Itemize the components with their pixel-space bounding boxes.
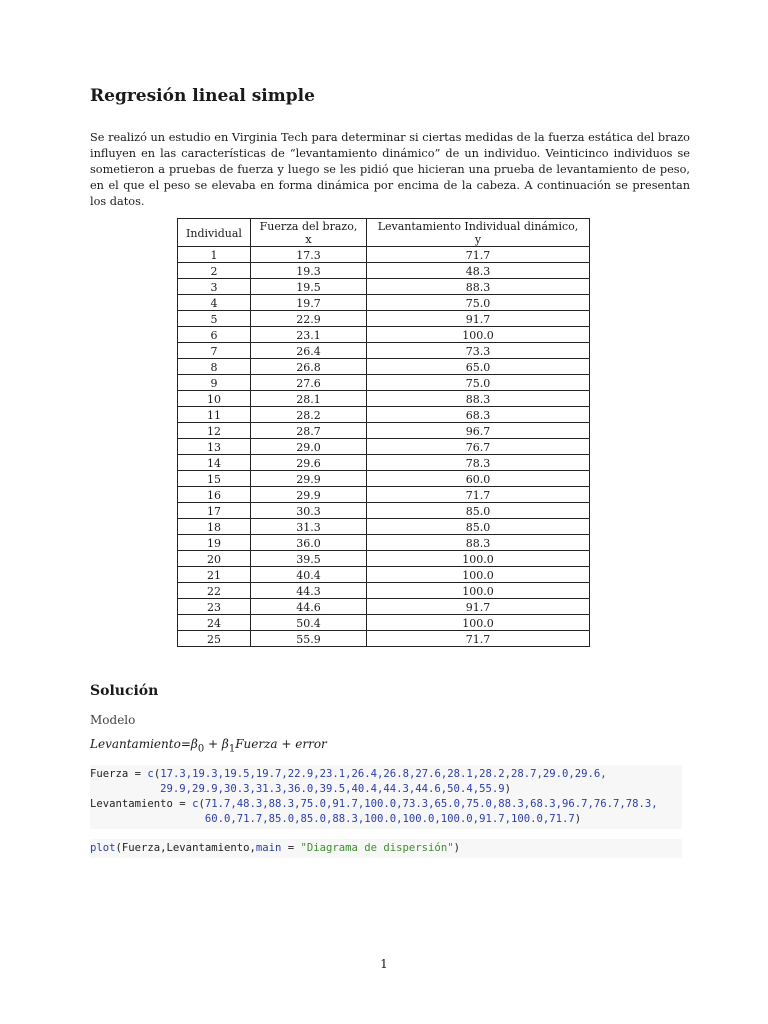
table-row <box>178 487 590 503</box>
cell-levantamiento: 76.7 <box>367 439 590 455</box>
document-page <box>90 86 690 868</box>
cell-individual: 22 <box>178 583 251 599</box>
code-fuerza-line1: 17.3,19.3,19.5,19.7,22.9,23.1,26.4,26.8,27.6,28.1,28.2,28.7,29.0,29.6, <box>160 767 607 780</box>
cell-individual: 15 <box>178 471 251 487</box>
cell-levantamiento: 91.7 <box>367 311 590 327</box>
cell-levantamiento: 88.3 <box>367 391 590 407</box>
model-label: Modelo <box>90 713 136 728</box>
cell-individual: 5 <box>178 311 251 327</box>
cell-fuerza: 26.8 <box>251 359 367 375</box>
cell-fuerza: 39.5 <box>251 551 367 567</box>
cell-individual: 8 <box>178 359 251 375</box>
table-row <box>178 375 590 391</box>
formula-error: error <box>295 737 327 752</box>
cell-levantamiento: 100.0 <box>367 327 590 343</box>
formula-beta1-sub: 1 <box>228 743 236 755</box>
cell-fuerza: 28.1 <box>251 391 367 407</box>
formula-x: Fuerza <box>235 737 278 752</box>
table-row <box>178 295 590 311</box>
cell-levantamiento: 75.0 <box>367 295 590 311</box>
table-row <box>178 359 590 375</box>
formula-beta0-sub: 0 <box>197 743 205 755</box>
cell-levantamiento: 68.3 <box>367 407 590 423</box>
cell-individual: 20 <box>178 551 251 567</box>
page-number: 1 <box>380 957 388 971</box>
cell-levantamiento: 60.0 <box>367 471 590 487</box>
cell-individual: 17 <box>178 503 251 519</box>
code-fuerza-op: = <box>128 767 148 780</box>
code-lev-line1: 71.7,48.3,88.3,75.0,91.7,100.0,73.3,65.0,75.0,88.3,68.3,96.7,76.7,78.3, <box>204 797 658 810</box>
cell-levantamiento: 88.3 <box>367 535 590 551</box>
cell-fuerza: 31.3 <box>251 519 367 535</box>
cell-levantamiento: 73.3 <box>367 343 590 359</box>
code-plot-string: "Diagrama de dispersión" <box>300 841 454 854</box>
cell-fuerza: 28.7 <box>251 423 367 439</box>
cell-individual: 24 <box>178 615 251 631</box>
cell-levantamiento: 100.0 <box>367 567 590 583</box>
code-plot-argname: main <box>255 841 282 854</box>
cell-individual: 25 <box>178 631 251 647</box>
code-block-data: Fuerza = c(17.3,19.3,19.5,19.7,22.9,23.1,26.4,26.8,27.6,28.1,28.2,28.7,29.0,29.6, 29.9,29.9,30.3,31.3,36.0,39.5,40.4,44.3,44.6,50.4,55.9) Levantamiento = c(71.7,48.3,88.3,75.0,91.7,100.0,73.3,65.0,75.0,88.3,68.3,96.7,76.7,78.3, 60.0,71.7,85.0,85.0,88.3,100.0,100.0,100.0,91.7,100.0,71.7) <box>90 765 682 829</box>
code-plot-args: Fuerza,Levantamiento, <box>121 841 256 854</box>
code-lev-op: = <box>172 797 193 810</box>
cell-fuerza: 29.9 <box>251 471 367 487</box>
table-row <box>178 615 590 631</box>
cell-individual: 9 <box>178 375 251 391</box>
section-title: Regresión lineal simple <box>90 86 315 106</box>
cell-fuerza: 19.5 <box>251 279 367 295</box>
table-row <box>178 599 590 615</box>
cell-individual: 11 <box>178 407 251 423</box>
table-row <box>178 535 590 551</box>
table-row <box>178 631 590 647</box>
cell-fuerza: 27.6 <box>251 375 367 391</box>
cell-fuerza: 29.0 <box>251 439 367 455</box>
cell-individual: 21 <box>178 567 251 583</box>
cell-levantamiento: 71.7 <box>367 631 590 647</box>
cell-levantamiento: 78.3 <box>367 455 590 471</box>
cell-fuerza: 50.4 <box>251 615 367 631</box>
table-row <box>178 391 590 407</box>
table-row <box>178 471 590 487</box>
table-row <box>178 439 590 455</box>
code-lev-var: Levantamiento <box>90 797 173 810</box>
table-body <box>178 247 590 647</box>
header-individual: Individual <box>178 219 251 247</box>
cell-levantamiento: 71.7 <box>367 247 590 263</box>
table-row <box>178 279 590 295</box>
cell-individual: 1 <box>178 247 251 263</box>
table-row <box>178 343 590 359</box>
cell-levantamiento: 48.3 <box>367 263 590 279</box>
cell-fuerza: 22.9 <box>251 311 367 327</box>
formula-lhs: Levantamiento <box>90 737 181 752</box>
cell-levantamiento: 75.0 <box>367 375 590 391</box>
code-fuerza-fn: c <box>147 767 154 780</box>
cell-individual: 7 <box>178 343 251 359</box>
cell-individual: 23 <box>178 599 251 615</box>
cell-individual: 4 <box>178 295 251 311</box>
cell-fuerza: 44.3 <box>251 583 367 599</box>
table-row <box>178 311 590 327</box>
cell-fuerza: 30.3 <box>251 503 367 519</box>
cell-fuerza: 36.0 <box>251 535 367 551</box>
cell-fuerza: 17.3 <box>251 247 367 263</box>
table-row <box>178 567 590 583</box>
cell-levantamiento: 65.0 <box>367 359 590 375</box>
table-row <box>178 423 590 439</box>
cell-fuerza: 23.1 <box>251 327 367 343</box>
cell-levantamiento: 91.7 <box>367 599 590 615</box>
cell-individual: 13 <box>178 439 251 455</box>
cell-individual: 6 <box>178 327 251 343</box>
cell-individual: 18 <box>178 519 251 535</box>
formula-plus2: + <box>277 737 296 752</box>
model-formula <box>90 737 690 754</box>
cell-fuerza: 44.6 <box>251 599 367 615</box>
solution-title: Solución <box>90 683 159 700</box>
code-block-plot: plot(Fuerza,Levantamiento,main = "Diagrama de dispersión") <box>90 839 682 858</box>
table-row <box>178 263 590 279</box>
formula-beta1: β <box>221 737 229 752</box>
cell-individual: 2 <box>178 263 251 279</box>
table-row <box>178 327 590 343</box>
cell-levantamiento: 71.7 <box>367 487 590 503</box>
cell-fuerza: 55.9 <box>251 631 367 647</box>
code-plot-fn: plot <box>90 841 116 854</box>
code-lev-fn: c <box>192 797 199 810</box>
table-row <box>178 503 590 519</box>
cell-levantamiento: 100.0 <box>367 583 590 599</box>
cell-individual: 12 <box>178 423 251 439</box>
cell-fuerza: 29.9 <box>251 487 367 503</box>
cell-levantamiento: 96.7 <box>367 423 590 439</box>
formula-beta0: β <box>190 737 198 752</box>
header-levantamiento: Levantamiento Individual dinámico, y <box>367 219 590 247</box>
code-fuerza-var: Fuerza <box>90 767 129 780</box>
cell-individual: 14 <box>178 455 251 471</box>
cell-levantamiento: 85.0 <box>367 519 590 535</box>
formula-eq: = <box>180 737 191 752</box>
cell-fuerza: 28.2 <box>251 407 367 423</box>
table-header-row <box>178 219 590 247</box>
cell-levantamiento: 100.0 <box>367 615 590 631</box>
cell-individual: 3 <box>178 279 251 295</box>
cell-levantamiento: 88.3 <box>367 279 590 295</box>
cell-individual: 19 <box>178 535 251 551</box>
cell-fuerza: 29.6 <box>251 455 367 471</box>
data-table <box>177 218 590 647</box>
cell-individual: 16 <box>178 487 251 503</box>
header-fuerza: Fuerza del brazo, x <box>251 219 367 247</box>
table-row <box>178 247 590 263</box>
table-row <box>178 583 590 599</box>
cell-individual: 10 <box>178 391 251 407</box>
code-plot-argeq: = <box>281 841 301 854</box>
table-row <box>178 407 590 423</box>
cell-fuerza: 19.7 <box>251 295 367 311</box>
table-row <box>178 551 590 567</box>
cell-levantamiento: 85.0 <box>367 503 590 519</box>
cell-fuerza: 40.4 <box>251 567 367 583</box>
cell-fuerza: 19.3 <box>251 263 367 279</box>
table-row <box>178 455 590 471</box>
cell-fuerza: 26.4 <box>251 343 367 359</box>
code-lev-line2: 60.0,71.7,85.0,85.0,88.3,100.0,100.0,100.0,91.7,100.0,71.7 <box>204 812 575 825</box>
formula-plus1: + <box>204 737 222 752</box>
table-row <box>178 519 590 535</box>
code-fuerza-line2: 29.9,29.9,30.3,31.3,36.0,39.5,40.4,44.3,44.6,50.4,55.9 <box>160 782 505 795</box>
intro-paragraph: Se realizó un estudio en Virginia Tech para determinar si ciertas medidas de la fuerza estática del brazo influyen en las características de “levantamiento dinámico” de un individuo. Veinticinco individuos se sometieron a pruebas de fuerza y luego se les pidió que hicieran una prueba de levantamiento de peso, en el que el peso se elevaba en forma dinámica por encima de la cabeza. A continuación se presentan los datos. <box>90 131 690 209</box>
cell-levantamiento: 100.0 <box>367 551 590 567</box>
